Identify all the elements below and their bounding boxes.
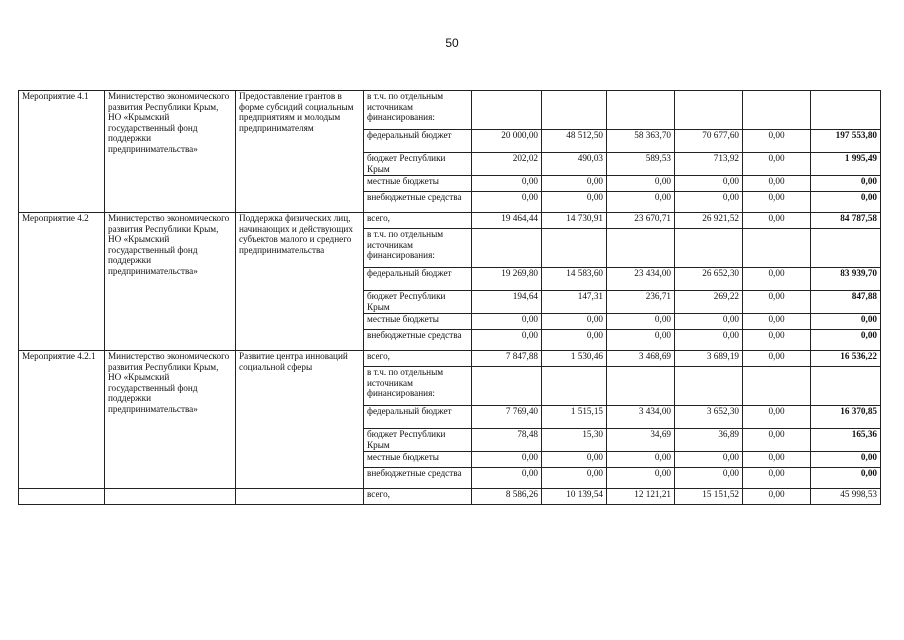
- value-cell: 19 269,80: [472, 268, 542, 291]
- value-cell: [542, 91, 607, 130]
- description-cell: Развитие центра инноваций социальной сферы: [236, 351, 364, 489]
- value-cell: 15 151,52: [675, 489, 743, 505]
- org-cell: Министерство экономического развития Республики Крым, НО «Крымский государственный фонд поддержки предпринимательства»: [105, 213, 236, 351]
- value-cell: 194,64: [472, 291, 542, 314]
- value-cell: 0,00: [472, 452, 542, 468]
- source-label: федеральный бюджет: [364, 130, 472, 153]
- total-cell: 165,36: [811, 429, 881, 452]
- value-cell: [542, 229, 607, 268]
- value-cell: 0,00: [607, 330, 675, 351]
- value-cell: 10 139,54: [542, 489, 607, 505]
- source-label: местные бюджеты: [364, 452, 472, 468]
- source-label: в т.ч. по отдельным источникам финансирования:: [364, 91, 472, 130]
- value-cell: 0,00: [675, 314, 743, 330]
- value-cell: 26 921,52: [675, 213, 743, 229]
- source-label: внебюджетные средства: [364, 192, 472, 213]
- value-cell: 0,00: [743, 268, 811, 291]
- value-cell: 0,00: [743, 452, 811, 468]
- value-cell: 0,00: [607, 176, 675, 192]
- total-cell: 0,00: [811, 330, 881, 351]
- value-cell: 0,00: [607, 314, 675, 330]
- source-label: местные бюджеты: [364, 176, 472, 192]
- source-label: федеральный бюджет: [364, 268, 472, 291]
- value-cell: [607, 91, 675, 130]
- value-cell: 15,30: [542, 429, 607, 452]
- value-cell: 0,00: [675, 330, 743, 351]
- value-cell: 0,00: [542, 314, 607, 330]
- total-cell: 847,88: [811, 291, 881, 314]
- total-cell: 0,00: [811, 176, 881, 192]
- value-cell: 713,92: [675, 153, 743, 176]
- value-cell: 48 512,50: [542, 130, 607, 153]
- total-cell: 0,00: [811, 468, 881, 489]
- total-cell: 1 995,49: [811, 153, 881, 176]
- org-cell: Министерство экономического развития Республики Крым, НО «Крымский государственный фонд поддержки предпринимательства»: [105, 91, 236, 213]
- value-cell: 78,48: [472, 429, 542, 452]
- page-number: 50: [445, 36, 459, 50]
- value-cell: 0,00: [542, 452, 607, 468]
- total-cell: [811, 229, 881, 268]
- value-cell: 3 652,30: [675, 406, 743, 429]
- total-cell: 0,00: [811, 314, 881, 330]
- total-cell: 16 536,22: [811, 351, 881, 367]
- source-label: местные бюджеты: [364, 314, 472, 330]
- value-cell: 0,00: [743, 351, 811, 367]
- total-cell: 84 787,58: [811, 213, 881, 229]
- value-cell: 0,00: [743, 176, 811, 192]
- value-cell: [472, 91, 542, 130]
- value-cell: 7 769,40: [472, 406, 542, 429]
- value-cell: 0,00: [743, 489, 811, 505]
- description-cell: [236, 489, 364, 505]
- value-cell: 23 670,71: [607, 213, 675, 229]
- value-cell: [675, 91, 743, 130]
- table-row: [19, 489, 881, 505]
- value-cell: 20 000,00: [472, 130, 542, 153]
- source-label: всего,: [364, 213, 472, 229]
- value-cell: 0,00: [675, 176, 743, 192]
- value-cell: 36,89: [675, 429, 743, 452]
- value-cell: [607, 229, 675, 268]
- value-cell: 0,00: [743, 330, 811, 351]
- value-cell: [675, 367, 743, 406]
- value-cell: 0,00: [542, 192, 607, 213]
- value-cell: 14 730,91: [542, 213, 607, 229]
- value-cell: 0,00: [472, 176, 542, 192]
- description-cell: Поддержка физических лиц, начинающих и действующих субъектов малого и среднего предпринимательства: [236, 213, 364, 351]
- source-label: в т.ч. по отдельным источникам финансирования:: [364, 229, 472, 268]
- value-cell: 0,00: [472, 192, 542, 213]
- source-label: всего,: [364, 351, 472, 367]
- value-cell: [675, 229, 743, 268]
- value-cell: 0,00: [743, 468, 811, 489]
- value-cell: [743, 91, 811, 130]
- value-cell: 0,00: [743, 314, 811, 330]
- value-cell: 0,00: [607, 192, 675, 213]
- value-cell: [743, 229, 811, 268]
- source-label: бюджет Республики Крым: [364, 291, 472, 314]
- value-cell: [743, 367, 811, 406]
- total-cell: 45 998,53: [811, 489, 881, 505]
- value-cell: 12 121,21: [607, 489, 675, 505]
- source-label: бюджет Республики Крым: [364, 153, 472, 176]
- value-cell: 7 847,88: [472, 351, 542, 367]
- value-cell: 0,00: [743, 192, 811, 213]
- table-row: [19, 351, 881, 367]
- source-label: в т.ч. по отдельным источникам финансирования:: [364, 367, 472, 406]
- total-cell: [811, 367, 881, 406]
- value-cell: 0,00: [743, 213, 811, 229]
- value-cell: 0,00: [743, 153, 811, 176]
- value-cell: 1 515,15: [542, 406, 607, 429]
- value-cell: 14 583,60: [542, 268, 607, 291]
- total-cell: 0,00: [811, 452, 881, 468]
- table-row: [19, 91, 881, 130]
- value-cell: 0,00: [542, 468, 607, 489]
- source-label: бюджет Республики Крым: [364, 429, 472, 452]
- value-cell: 70 677,60: [675, 130, 743, 153]
- value-cell: 0,00: [607, 452, 675, 468]
- value-cell: 3 468,69: [607, 351, 675, 367]
- total-cell: [811, 91, 881, 130]
- event-cell: Мероприятие 4.1: [19, 91, 105, 213]
- value-cell: [607, 367, 675, 406]
- value-cell: 23 434,00: [607, 268, 675, 291]
- value-cell: 0,00: [542, 330, 607, 351]
- value-cell: 34,69: [607, 429, 675, 452]
- value-cell: 0,00: [675, 452, 743, 468]
- total-cell: 16 370,85: [811, 406, 881, 429]
- value-cell: 0,00: [743, 429, 811, 452]
- value-cell: 26 652,30: [675, 268, 743, 291]
- source-label: внебюджетные средства: [364, 468, 472, 489]
- value-cell: 0,00: [542, 176, 607, 192]
- value-cell: 202,02: [472, 153, 542, 176]
- value-cell: [472, 367, 542, 406]
- budget-table: [18, 90, 881, 505]
- value-cell: 8 586,26: [472, 489, 542, 505]
- value-cell: 147,31: [542, 291, 607, 314]
- org-cell: [105, 489, 236, 505]
- value-cell: 0,00: [743, 406, 811, 429]
- value-cell: 0,00: [743, 130, 811, 153]
- source-label: федеральный бюджет: [364, 406, 472, 429]
- value-cell: 0,00: [743, 291, 811, 314]
- total-cell: 83 939,70: [811, 268, 881, 291]
- value-cell: 589,53: [607, 153, 675, 176]
- total-cell: 0,00: [811, 192, 881, 213]
- event-cell: [19, 489, 105, 505]
- value-cell: 0,00: [472, 330, 542, 351]
- value-cell: [542, 367, 607, 406]
- value-cell: [472, 229, 542, 268]
- value-cell: 490,03: [542, 153, 607, 176]
- source-label: внебюджетные средства: [364, 330, 472, 351]
- value-cell: 0,00: [472, 314, 542, 330]
- table-row: [19, 213, 881, 229]
- value-cell: 3 434,00: [607, 406, 675, 429]
- value-cell: 58 363,70: [607, 130, 675, 153]
- org-cell: Министерство экономического развития Республики Крым, НО «Крымский государственный фонд поддержки предпринимательства»: [105, 351, 236, 489]
- event-cell: Мероприятие 4.2.1: [19, 351, 105, 489]
- description-cell: Предоставление грантов в форме субсидий социальным предприятиям и молодым предпринимателям: [236, 91, 364, 213]
- value-cell: 0,00: [472, 468, 542, 489]
- source-label: всего,: [364, 489, 472, 505]
- value-cell: 269,22: [675, 291, 743, 314]
- total-cell: 197 553,80: [811, 130, 881, 153]
- event-cell: Мероприятие 4.2: [19, 213, 105, 351]
- value-cell: 0,00: [675, 468, 743, 489]
- value-cell: 0,00: [607, 468, 675, 489]
- value-cell: 236,71: [607, 291, 675, 314]
- value-cell: 0,00: [675, 192, 743, 213]
- value-cell: 3 689,19: [675, 351, 743, 367]
- value-cell: 1 530,46: [542, 351, 607, 367]
- value-cell: 19 464,44: [472, 213, 542, 229]
